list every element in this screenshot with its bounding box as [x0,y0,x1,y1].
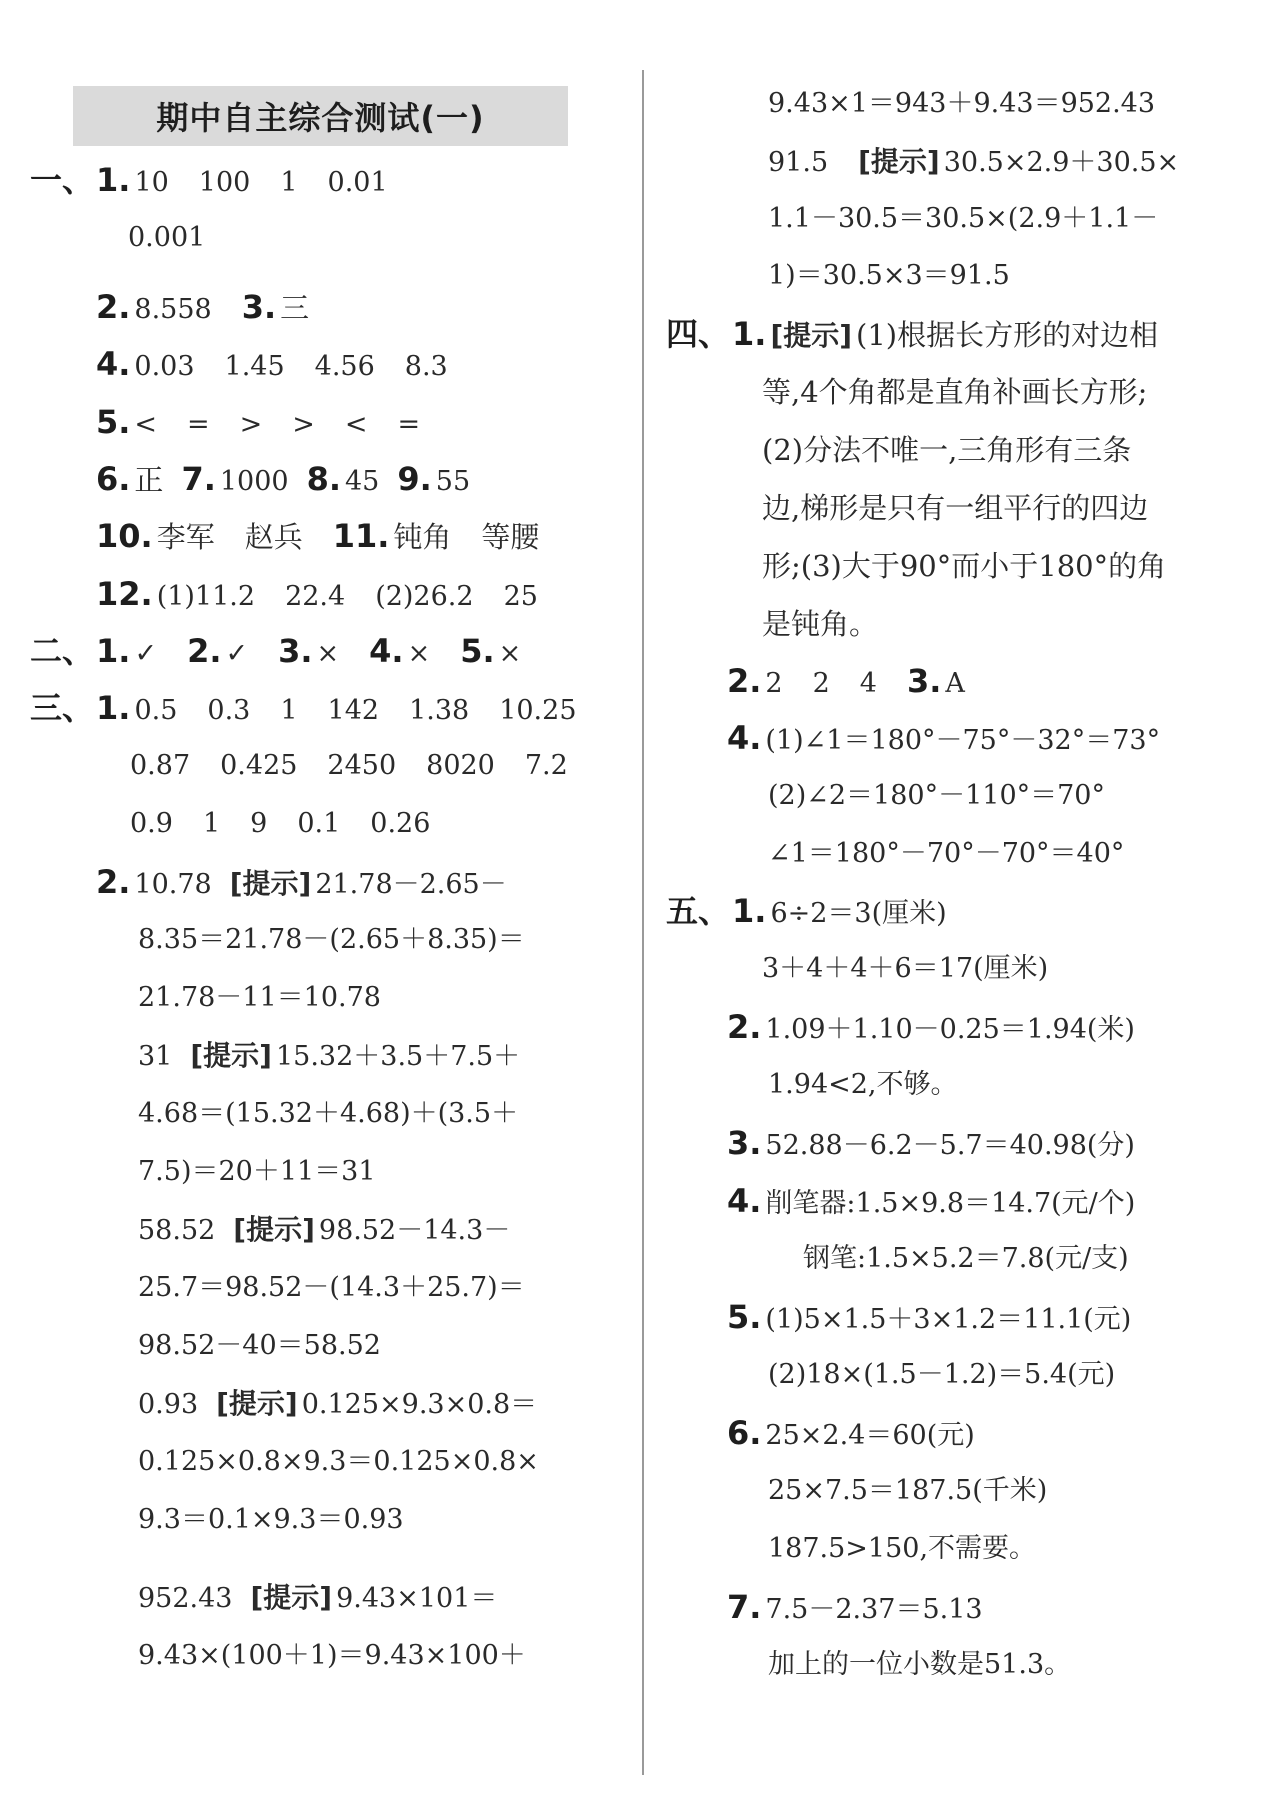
page-title: 期中自主综合测试(一) [73,86,568,146]
sec1-line-q4: 4. 0.03 1.45 4.56 8.3 [96,345,448,383]
sec4-q1-line6: 是钝角。 [762,607,879,641]
section-mark: 二、 [30,632,95,670]
sec4-q1-line4: 边,梯形是只有一组平行的四边 [762,491,1149,525]
sec5-q5-line1: 5. (1)5×1.5＋3×1.2＝11.1(元) [727,1298,1132,1336]
sec3-q2d-line1: 0.93 [提示] 0.125×9.3×0.8＝ [138,1387,538,1420]
section-mark: 四、 [666,315,731,353]
sec4-q4-line2: (2)∠2＝180°－110°＝70° [768,780,1105,811]
sec4-q1-line1: 四、1. [提示] (1)根据长方形的对边相 [666,315,1159,353]
sec1-line-q1b: 0.001 [128,222,206,253]
sec1-line-q5: 5. < = > > < = [96,403,421,441]
sec3-q2b-line1: 31 [提示] 15.32＋3.5＋7.5＋ [138,1039,521,1072]
sec5-q6-line3: 187.5>150,不需要。 [768,1533,1037,1564]
section-mark: 三、 [30,689,95,727]
sec1-line-q2-q3: 2. 8.558 3. 三 [96,288,310,326]
sec5-q1-line2: 3＋4＋4＋6＝17(厘米) [762,953,1049,984]
sec5-q6-line1: 6. 25×2.4＝60(元) [727,1414,975,1452]
sec4-q1-line3: (2)分法不唯一,三角形有三条 [762,433,1132,467]
sec3-q2d-line2: 0.125×0.8×9.3＝0.125×0.8× [138,1446,539,1477]
sec1-line-q6-q9: 6. 正 7. 1000 8. 45 9. 55 [96,460,471,498]
sec4-q1-line2: 等,4个角都是直角补画长方形; [762,375,1148,409]
sec2-line: 二、1. ✓ 2. ✓ 3. × 4. × 5. × [30,632,522,670]
column-divider [642,70,644,1775]
sec3-q2c-line1: 58.52 [提示] 98.52－14.3－ [138,1213,511,1246]
sec3-q2d-line3: 9.3＝0.1×9.3＝0.93 [138,1504,404,1535]
sec5-q2-line1: 2. 1.09＋1.10－0.25＝1.94(米) [727,1008,1135,1046]
sec4-line-q2-q3: 2. 2 2 4 3. A [727,662,965,700]
sec5-q7-line2: 加上的一位小数是51.3。 [768,1649,1072,1680]
section-mark: 一、 [30,161,95,199]
sec3-q2f-line1: 91.5 [提示] 30.5×2.9＋30.5× [768,145,1180,178]
sec3-line-q1-row2: 0.87 0.425 2450 8020 7.2 [130,750,568,781]
sec1-line-q10-q11: 10. 李军 赵兵 11. 钝角 等腰 [96,517,540,555]
sec3-q2b-line3: 7.5)＝20＋11＝31 [138,1156,376,1187]
sec3-line-q1-row3: 0.9 1 9 0.1 0.26 [130,808,431,839]
sec5-q6-line2: 25×7.5＝187.5(千米) [768,1475,1048,1506]
sec1-line-q1: 一、1. 10 100 1 0.01 [30,161,388,199]
sec5-q4-line1: 4. 削笔器:1.5×9.8＝14.7(元/个) [727,1182,1136,1220]
sec3-q2a-line1: 2. 10.78 [提示] 21.78－2.65－ [96,863,507,901]
sec3-q2c-line2: 25.7＝98.52－(14.3＋25.7)＝ [138,1272,525,1303]
sec3-q2f-line2: 1.1－30.5＝30.5×(2.9＋1.1－ [768,203,1159,234]
sec3-q2a-line2: 8.35＝21.78－(2.65＋8.35)＝ [138,924,525,955]
sec1-line-q12: 12. (1)11.2 22.4 (2)26.2 25 [96,575,538,613]
sec5-q1-line1: 五、1. 6÷2＝3(厘米) [666,892,947,930]
sec3-q2c-line3: 98.52－40＝58.52 [138,1330,381,1361]
section-mark: 五、 [666,892,731,930]
sec3-q2e-line3: 9.43×1＝943＋9.43＝952.43 [768,88,1156,119]
sec5-q4-line2: 钢笔:1.5×5.2＝7.8(元/支) [803,1243,1129,1274]
sec5-q3-line1: 3. 52.88－6.2－5.7＝40.98(分) [727,1124,1135,1162]
sec3-q2e-line2: 9.43×(100＋1)＝9.43×100＋ [138,1640,526,1671]
sec3-q2f-line3: 1)＝30.5×3＝91.5 [768,260,1010,291]
sec3-q2e-line1: 952.43 [提示] 9.43×101＝ [138,1581,498,1614]
sec3-q2a-line3: 21.78－11＝10.78 [138,982,381,1013]
sec5-q5-line2: (2)18×(1.5－1.2)＝5.4(元) [768,1359,1116,1390]
sec5-q2-line2: 1.94<2,不够。 [768,1069,958,1100]
sec5-q7-line1: 7. 7.5－2.37＝5.13 [727,1588,983,1626]
sec4-q4-line1: 4. (1)∠1＝180°－75°－32°＝73° [727,719,1161,757]
sec4-q4-line3: ∠1＝180°－70°－70°＝40° [768,838,1125,869]
sec3-line-q1-row1: 三、1. 0.5 0.3 1 142 1.38 10.25 [30,689,577,727]
sec4-q1-line5: 形;(3)大于90°而小于180°的角 [762,549,1167,583]
sec3-q2b-line2: 4.68＝(15.32＋4.68)＋(3.5＋ [138,1098,519,1129]
